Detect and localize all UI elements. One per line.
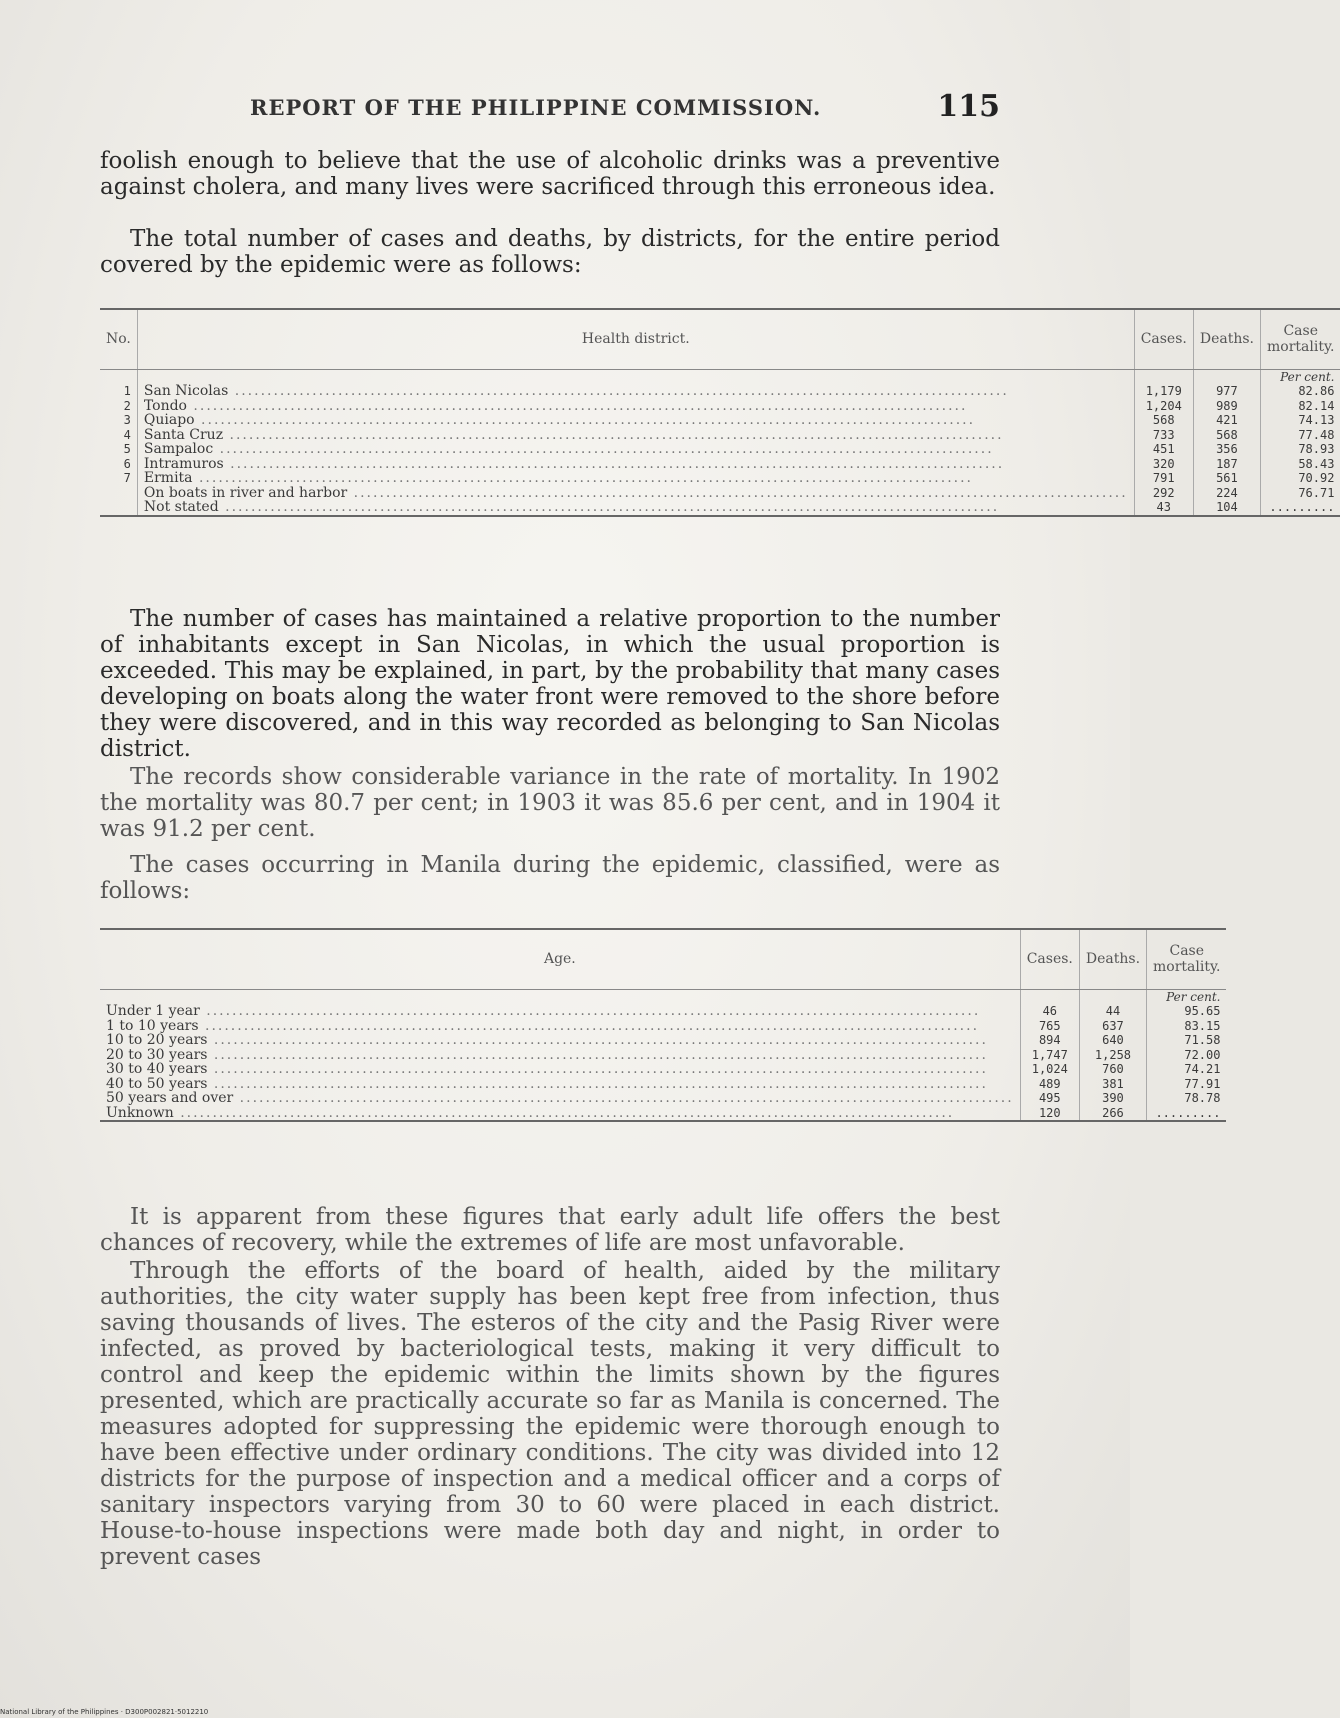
leader-dots: ........................................................................................................................: [207, 1032, 988, 1048]
deaths-value: 989: [1193, 399, 1260, 414]
cases-value: 1,747: [1020, 1048, 1079, 1063]
paragraph-6: It is apparent from these figures that early adult life offers the best chances of recovery, while the extremes of life are most unfavorable.: [100, 1204, 1000, 1256]
leader-dots: ........................................................................................................................: [192, 470, 974, 486]
cases-value: 495: [1020, 1091, 1079, 1106]
deaths-value: 760: [1079, 1062, 1146, 1077]
deaths-value: 637: [1079, 1019, 1146, 1034]
mortality-value: 83.15: [1184, 1018, 1221, 1033]
district-label: Sampaloc: [143, 441, 214, 457]
age-label: 50 years and over: [106, 1090, 234, 1106]
deaths-value: 381: [1079, 1077, 1146, 1092]
header-age: Age.: [100, 929, 1020, 989]
leader-dots: ........................................................................................................................: [194, 412, 976, 428]
paragraph-1: foolish enough to believe that the use of alcoholic drinks was a preventive against cholera, and many lives were sacrificed through this erroneous idea.: [100, 148, 1000, 200]
unit-label: Per cent.: [1280, 369, 1335, 384]
age-group: [100, 1033, 1020, 1048]
table-row: [100, 1004, 1226, 1019]
district-name: [137, 471, 1134, 486]
running-head: REPORT OF THE PHILIPPINE COMMISSION.: [250, 95, 822, 120]
header-case-mortality: Case mortality.: [1261, 309, 1340, 369]
leader-dots: ........................................................................................................................: [198, 1017, 980, 1034]
age-group: [100, 1106, 1020, 1122]
table-row: [100, 1033, 1226, 1048]
age-group: [100, 1062, 1020, 1077]
row-number: [100, 500, 137, 516]
table-row: [100, 457, 1340, 472]
mortality-value: 58.43: [1298, 456, 1335, 471]
district-name: [137, 384, 1134, 399]
deaths-value: 568: [1193, 428, 1260, 443]
header-no: No.: [100, 309, 137, 369]
deaths-value: 421: [1193, 413, 1260, 428]
leader-dots: ........................................................................................................................: [173, 1104, 955, 1121]
district-table: [100, 308, 1340, 517]
cases-value: 1,179: [1134, 384, 1193, 399]
district-name: [137, 486, 1134, 501]
mortality-value: 82.86: [1298, 384, 1335, 398]
row-number: 7: [100, 471, 137, 486]
cases-value: 791: [1134, 471, 1193, 486]
row-number: 3: [100, 413, 137, 428]
mortality-value: 76.71: [1298, 485, 1335, 500]
age-group: [100, 1019, 1020, 1034]
deaths-value: 104: [1193, 500, 1260, 516]
table-row: [100, 442, 1340, 457]
leader-dots: ........................................................................................................................: [207, 1075, 988, 1092]
mortality-value: 74.13: [1298, 413, 1335, 427]
cases-value: 489: [1020, 1077, 1079, 1092]
cases-value: 120: [1020, 1106, 1079, 1122]
district-name: [137, 399, 1134, 414]
cases-value: 894: [1020, 1033, 1079, 1048]
row-number: 5: [100, 442, 137, 457]
deaths-value: 977: [1193, 384, 1260, 399]
table-row: [100, 500, 1340, 516]
cases-value: 1,204: [1134, 399, 1193, 414]
age-group: [100, 1004, 1020, 1019]
deaths-value: 356: [1193, 442, 1260, 457]
deaths-value: 224: [1193, 486, 1260, 501]
table-row: [100, 1062, 1226, 1077]
leader-dots: ........................................................................................................................: [347, 484, 1128, 501]
table-row: [100, 428, 1340, 443]
district-name: [137, 500, 1134, 516]
header-deaths: Deaths.: [1079, 929, 1146, 989]
table-row: [100, 413, 1340, 428]
district-label: Tondo: [143, 397, 187, 414]
age-label: 1 to 10 years: [106, 1017, 199, 1034]
age-label: 20 to 30 years: [106, 1046, 208, 1063]
district-label: San Nicolas: [143, 383, 229, 399]
district-label: Intramuros: [143, 455, 224, 472]
table-row: [100, 1091, 1226, 1106]
mortality-value: .........: [1269, 500, 1335, 514]
mortality-value: 78.78: [1184, 1091, 1221, 1105]
table-row: [100, 1048, 1226, 1063]
cases-value: 451: [1134, 442, 1193, 457]
district-label: Santa Cruz: [143, 426, 224, 443]
mortality-value: 77.91: [1184, 1076, 1221, 1091]
district-label: On boats in river and harbor: [143, 484, 348, 501]
district-name: [137, 457, 1134, 472]
paragraph-4: The records show considerable variance in the rate of mortality. In 1902 the mortality was 80.7 per cent; in 1903 it was 85.6 per cent, and in 1904 it was 91.2 per cent.: [100, 764, 1000, 842]
district-name: [137, 428, 1134, 443]
table-row: [100, 486, 1340, 501]
paragraph-3: The number of cases has maintained a relative proportion to the number of inhabitants except in San Nicolas, in which the usual proportion is exceeded. This may be explained, in part, by the probability that many cases developing on boats along the water front were removed to the shore before they were discovered, and in this way recorded as belonging to San Nicolas district.: [100, 606, 1000, 762]
mortality-value: 70.92: [1298, 471, 1335, 485]
table-row: [100, 1106, 1226, 1122]
cases-value: 46: [1020, 1004, 1079, 1019]
table-row: [100, 471, 1340, 486]
deaths-value: 390: [1079, 1091, 1146, 1106]
mortality-value: 95.65: [1184, 1004, 1221, 1018]
header-cases: Cases.: [1134, 309, 1193, 369]
mortality-value: 78.93: [1298, 442, 1335, 456]
cases-value: 733: [1134, 428, 1193, 443]
header-cases: Cases.: [1020, 929, 1079, 989]
cases-value: 43: [1134, 500, 1193, 516]
deaths-value: 44: [1079, 1004, 1146, 1019]
deaths-value: 1,258: [1079, 1048, 1146, 1063]
district-table-header: [100, 309, 1340, 369]
cases-value: 765: [1020, 1019, 1079, 1034]
age-label: Under 1 year: [106, 1003, 200, 1019]
district-label: Quiapo: [143, 412, 195, 428]
table-row: [100, 384, 1340, 399]
cases-value: 292: [1134, 486, 1193, 501]
age-label: 10 to 20 years: [106, 1032, 208, 1048]
leader-dots: ........................................................................................................................: [186, 397, 968, 414]
mortality-value: 71.58: [1184, 1033, 1221, 1047]
page-header: [100, 89, 1000, 131]
age-table-header: [100, 929, 1226, 989]
row-number: 2: [100, 399, 137, 414]
mortality-value: 77.48: [1298, 427, 1335, 442]
leader-dots: ........................................................................................................................: [207, 1061, 988, 1077]
leader-dots: ........................................................................................................................: [223, 455, 1005, 472]
paragraph-2: The total number of cases and deaths, by districts, for the entire period covered by the epidemic were as follows:: [100, 226, 1000, 278]
leader-dots: ........................................................................................................................: [233, 1090, 1014, 1106]
row-number: [100, 486, 137, 501]
cases-value: 320: [1134, 457, 1193, 472]
page-number: 115: [937, 89, 1000, 124]
row-number: 1: [100, 384, 137, 399]
leader-dots: ........................................................................................................................: [207, 1046, 988, 1063]
row-number: 6: [100, 457, 137, 472]
paragraph-7: Through the efforts of the board of health, aided by the military authorities, the city water supply has been kept free from infection, thus saving thousands of lives. The esteros of the city and the Pasig River were infected, as proved by bacteriological tests, making it very difficult to control and keep the epidemic within the limits shown by the figures presented, which are practically accurate so far as Manila is concerned. The measures adopted for suppressing the epidemic were thorough enough to have been effective under ordinary conditions. The city was divided into 12 districts for the purpose of inspection and a medical officer and a corps of sanitary inspectors varying from 30 to 60 were placed in each district. House-to-house inspections were made both day and night, in order to prevent cases: [100, 1258, 1000, 1570]
district-name: [137, 442, 1134, 457]
header-district: Health district.: [137, 309, 1134, 369]
unit-row: [100, 369, 1340, 384]
district-label: Not stated: [143, 499, 219, 515]
table-row: [100, 1019, 1226, 1034]
header-case-mortality: Case mortality.: [1147, 929, 1227, 989]
leader-dots: ........................................................................................................................: [218, 499, 1000, 515]
district-label: Ermita: [143, 470, 193, 486]
mortality-value: 82.14: [1298, 398, 1335, 413]
leader-dots: ........................................................................................................................: [213, 441, 994, 457]
cases-value: 1,024: [1020, 1062, 1079, 1077]
deaths-value: 266: [1079, 1106, 1146, 1122]
district-name: [137, 413, 1134, 428]
age-label: 40 to 50 years: [106, 1075, 208, 1092]
age-label: 30 to 40 years: [106, 1061, 208, 1077]
cases-value: 568: [1134, 413, 1193, 428]
deaths-value: 640: [1079, 1033, 1146, 1048]
table-row: [100, 1077, 1226, 1092]
paragraph-5: The cases occurring in Manila during the epidemic, classified, were as follows:: [100, 852, 1000, 904]
leader-dots: ........................................................................................................................: [199, 1003, 981, 1019]
mortality-value: 72.00: [1184, 1047, 1221, 1062]
age-table: [100, 928, 1226, 1122]
header-deaths: Deaths.: [1193, 309, 1260, 369]
leader-dots: ........................................................................................................................: [228, 383, 1009, 399]
archive-footer: National Library of the Philippines · D300P002821·5012210: [0, 1708, 209, 1716]
mortality-value: .........: [1155, 1105, 1221, 1120]
unit-label: Per cent.: [1166, 989, 1221, 1004]
unit-row: [100, 989, 1226, 1004]
row-number: 4: [100, 428, 137, 443]
deaths-value: 187: [1193, 457, 1260, 472]
age-group: [100, 1091, 1020, 1106]
age-group: [100, 1048, 1020, 1063]
deaths-value: 561: [1193, 471, 1260, 486]
age-label: Unknown: [106, 1104, 174, 1121]
table-row: [100, 399, 1340, 414]
age-group: [100, 1077, 1020, 1092]
mortality-value: 74.21: [1184, 1062, 1221, 1076]
leader-dots: ........................................................................................................................: [223, 426, 1004, 443]
